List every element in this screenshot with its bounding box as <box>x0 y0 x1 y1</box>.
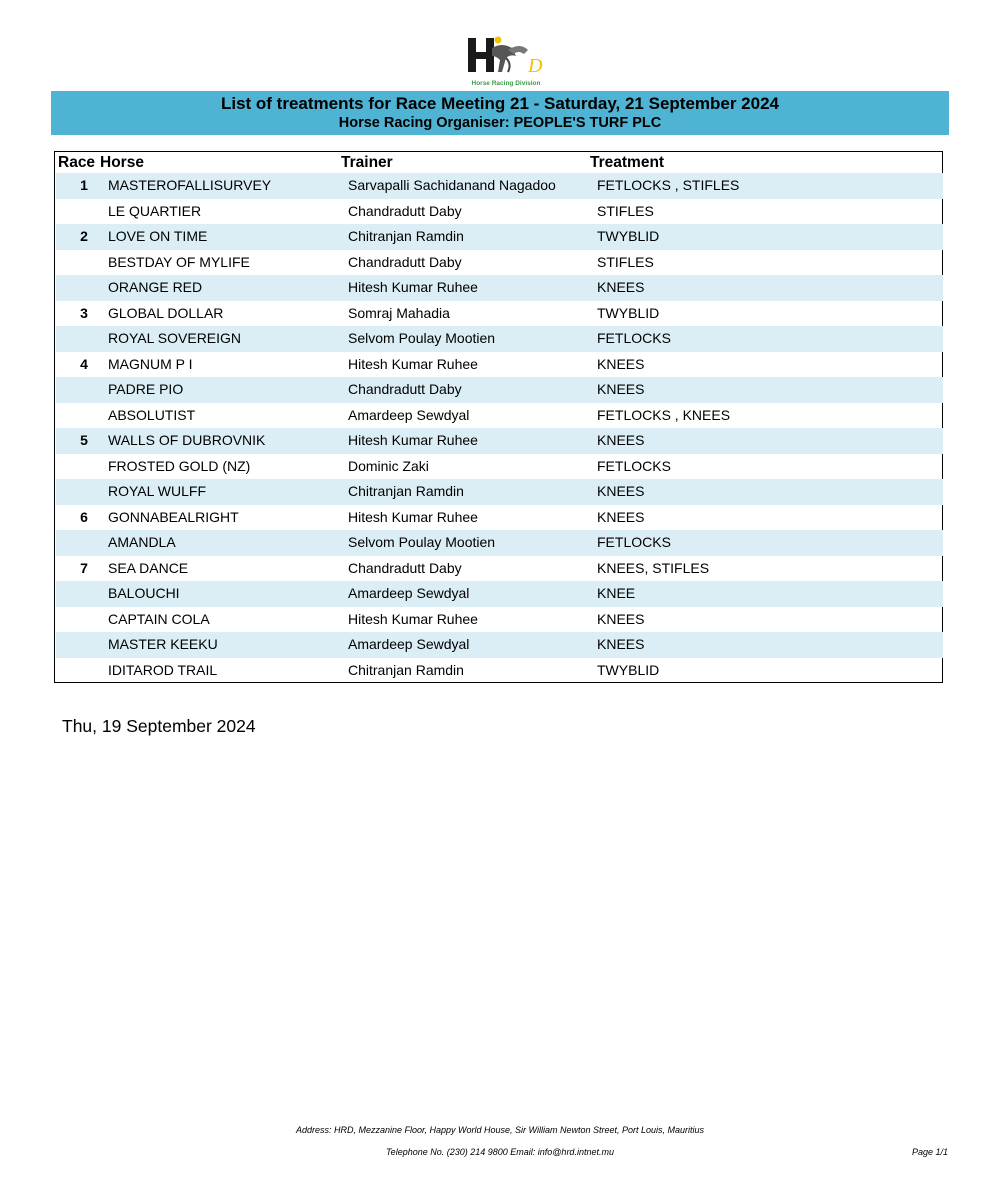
treatment-cell: STIFLES <box>597 253 654 270</box>
document-subtitle: Horse Racing Organiser: PEOPLE'S TURF PLC <box>338 115 662 131</box>
trainer-cell: Hitesh Kumar Ruhee <box>348 508 478 525</box>
treatment-cell: FETLOCKS <box>597 457 671 474</box>
trainer-cell: Amardeep Sewdyal <box>348 406 470 423</box>
horse-cell: ABSOLUTIST <box>108 406 196 423</box>
horse-cell: LOVE ON TIME <box>108 228 208 244</box>
treatment-cell: FETLOCKS , STIFLES <box>597 177 740 193</box>
horse-cell: MASTEROFALLISURVEY <box>108 177 272 193</box>
treatment-cell: TWYBLID <box>597 304 660 321</box>
table-row <box>56 607 943 633</box>
treatment-cell: KNEES <box>597 381 645 397</box>
trainer-cell: Sarvapalli Sachidanand Nagadoo <box>348 177 556 193</box>
treatment-cell: KNEES <box>597 483 645 499</box>
table-row <box>56 505 943 531</box>
table-row <box>56 556 943 582</box>
treatment-cell: KNEE <box>597 585 636 601</box>
treatment-cell: KNEES <box>597 610 645 627</box>
table-row <box>56 352 943 378</box>
race-cell: 4 <box>80 355 88 372</box>
race-cell: 6 <box>80 508 88 525</box>
svg-text:D: D <box>528 55 543 77</box>
horse-cell: ROYAL WULFF <box>108 483 207 499</box>
trainer-cell: Chitranjan Ramdin <box>348 228 464 244</box>
treatment-cell: KNEES, STIFLES <box>597 559 710 576</box>
treatments-table <box>54 151 943 683</box>
race-cell: 2 <box>80 228 88 244</box>
table-body <box>56 173 943 683</box>
table-row <box>56 224 943 250</box>
trainer-cell: Dominic Zaki <box>348 457 429 474</box>
hrd-logo <box>462 34 550 88</box>
treatment-cell: FETLOCKS <box>597 534 671 550</box>
race-cell: 7 <box>80 559 88 576</box>
trainer-cell: Hitesh Kumar Ruhee <box>348 610 478 627</box>
trainer-cell: Hitesh Kumar Ruhee <box>348 279 478 295</box>
table-row <box>56 454 943 480</box>
horse-cell: BALOUCHI <box>108 585 180 601</box>
report-date: Thu, 19 September 2024 <box>62 716 256 736</box>
trainer-cell: Chandradutt Daby <box>348 253 462 270</box>
treatment-cell: KNEES <box>597 508 645 525</box>
title-banner <box>51 91 949 135</box>
table-row <box>56 199 943 225</box>
treatment-cell: STIFLES <box>597 202 654 219</box>
treatment-cell: KNEES <box>597 279 645 295</box>
table-row <box>56 479 943 505</box>
trainer-cell: Hitesh Kumar Ruhee <box>348 355 478 372</box>
race-cell: 3 <box>80 304 88 321</box>
horse-cell: GLOBAL DOLLAR <box>108 304 224 321</box>
horse-cell: BESTDAY OF MYLIFE <box>108 253 250 270</box>
treatment-cell: KNEES <box>597 432 645 448</box>
horse-cell: ROYAL SOVEREIGN <box>108 330 242 346</box>
treatment-cell: KNEES <box>597 355 645 372</box>
table-row <box>56 403 943 429</box>
table-row <box>56 530 943 556</box>
table-row <box>56 275 943 301</box>
footer-address: Address: HRD, Mezzanine Floor, Happy World House, Sir William Newton Street, Port Louis, Mauritius <box>295 1125 705 1135</box>
table-row <box>56 301 943 327</box>
horse-cell: SEA DANCE <box>108 559 189 576</box>
horse-cell: GONNABEALRIGHT <box>108 508 239 525</box>
table-row <box>56 326 943 352</box>
treatment-cell: FETLOCKS , KNEES <box>597 406 731 423</box>
horse-cell: IDITAROD TRAIL <box>108 661 218 678</box>
race-cell: 5 <box>80 432 88 448</box>
trainer-cell: Chitranjan Ramdin <box>348 483 464 499</box>
treatment-cell: TWYBLID <box>597 661 660 678</box>
table-header <box>55 152 942 173</box>
header-horse: Horse <box>100 154 144 171</box>
trainer-cell: Chandradutt Daby <box>348 559 462 576</box>
treatment-cell: TWYBLID <box>597 228 660 244</box>
table-row <box>56 377 943 403</box>
trainer-cell: Chitranjan Ramdin <box>348 661 464 678</box>
table-row <box>56 173 943 199</box>
horse-cell: AMANDLA <box>108 534 176 550</box>
horse-cell: LE QUARTIER <box>108 202 202 219</box>
document-title: List of treatments for Race Meeting 21 - Saturday, 21 September 2024 <box>220 94 780 113</box>
header-trainer: Trainer <box>341 154 393 171</box>
table-row <box>56 250 943 276</box>
horse-cell: WALLS OF DUBROVNIK <box>108 432 266 448</box>
trainer-cell: Amardeep Sewdyal <box>348 585 470 601</box>
table-row <box>56 632 943 658</box>
trainer-cell: Hitesh Kumar Ruhee <box>348 432 478 448</box>
race-cell: 1 <box>80 177 88 193</box>
trainer-cell: Selvom Poulay Mootien <box>348 330 496 346</box>
trainer-cell: Amardeep Sewdyal <box>348 636 470 652</box>
logo-caption: Horse Racing Division <box>471 80 541 87</box>
horse-cell: CAPTAIN COLA <box>108 610 210 627</box>
table-row <box>56 428 943 454</box>
page-number: Page 1/1 <box>911 1147 948 1157</box>
horse-cell: ORANGE RED <box>108 279 203 295</box>
table-row <box>56 658 943 684</box>
horse-cell: MASTER KEEKU <box>108 636 218 652</box>
treatment-cell: FETLOCKS <box>597 330 671 346</box>
horse-cell: PADRE PIO <box>108 381 184 397</box>
header-treatment: Treatment <box>590 154 665 171</box>
trainer-cell: Somraj Mahadia <box>348 304 450 321</box>
table-row <box>56 581 943 607</box>
trainer-cell: Selvom Poulay Mootien <box>348 534 496 550</box>
horse-cell: MAGNUM P I <box>108 355 193 372</box>
header-race: Race <box>58 154 96 171</box>
trainer-cell: Chandradutt Daby <box>348 381 462 397</box>
horse-cell: FROSTED GOLD (NZ) <box>108 457 251 474</box>
footer-telephone: Telephone No. (230) 214 9800 Email: info@hrd.intnet.mu <box>386 1147 614 1157</box>
trainer-cell: Chandradutt Daby <box>348 202 462 219</box>
treatment-cell: KNEES <box>597 636 645 652</box>
